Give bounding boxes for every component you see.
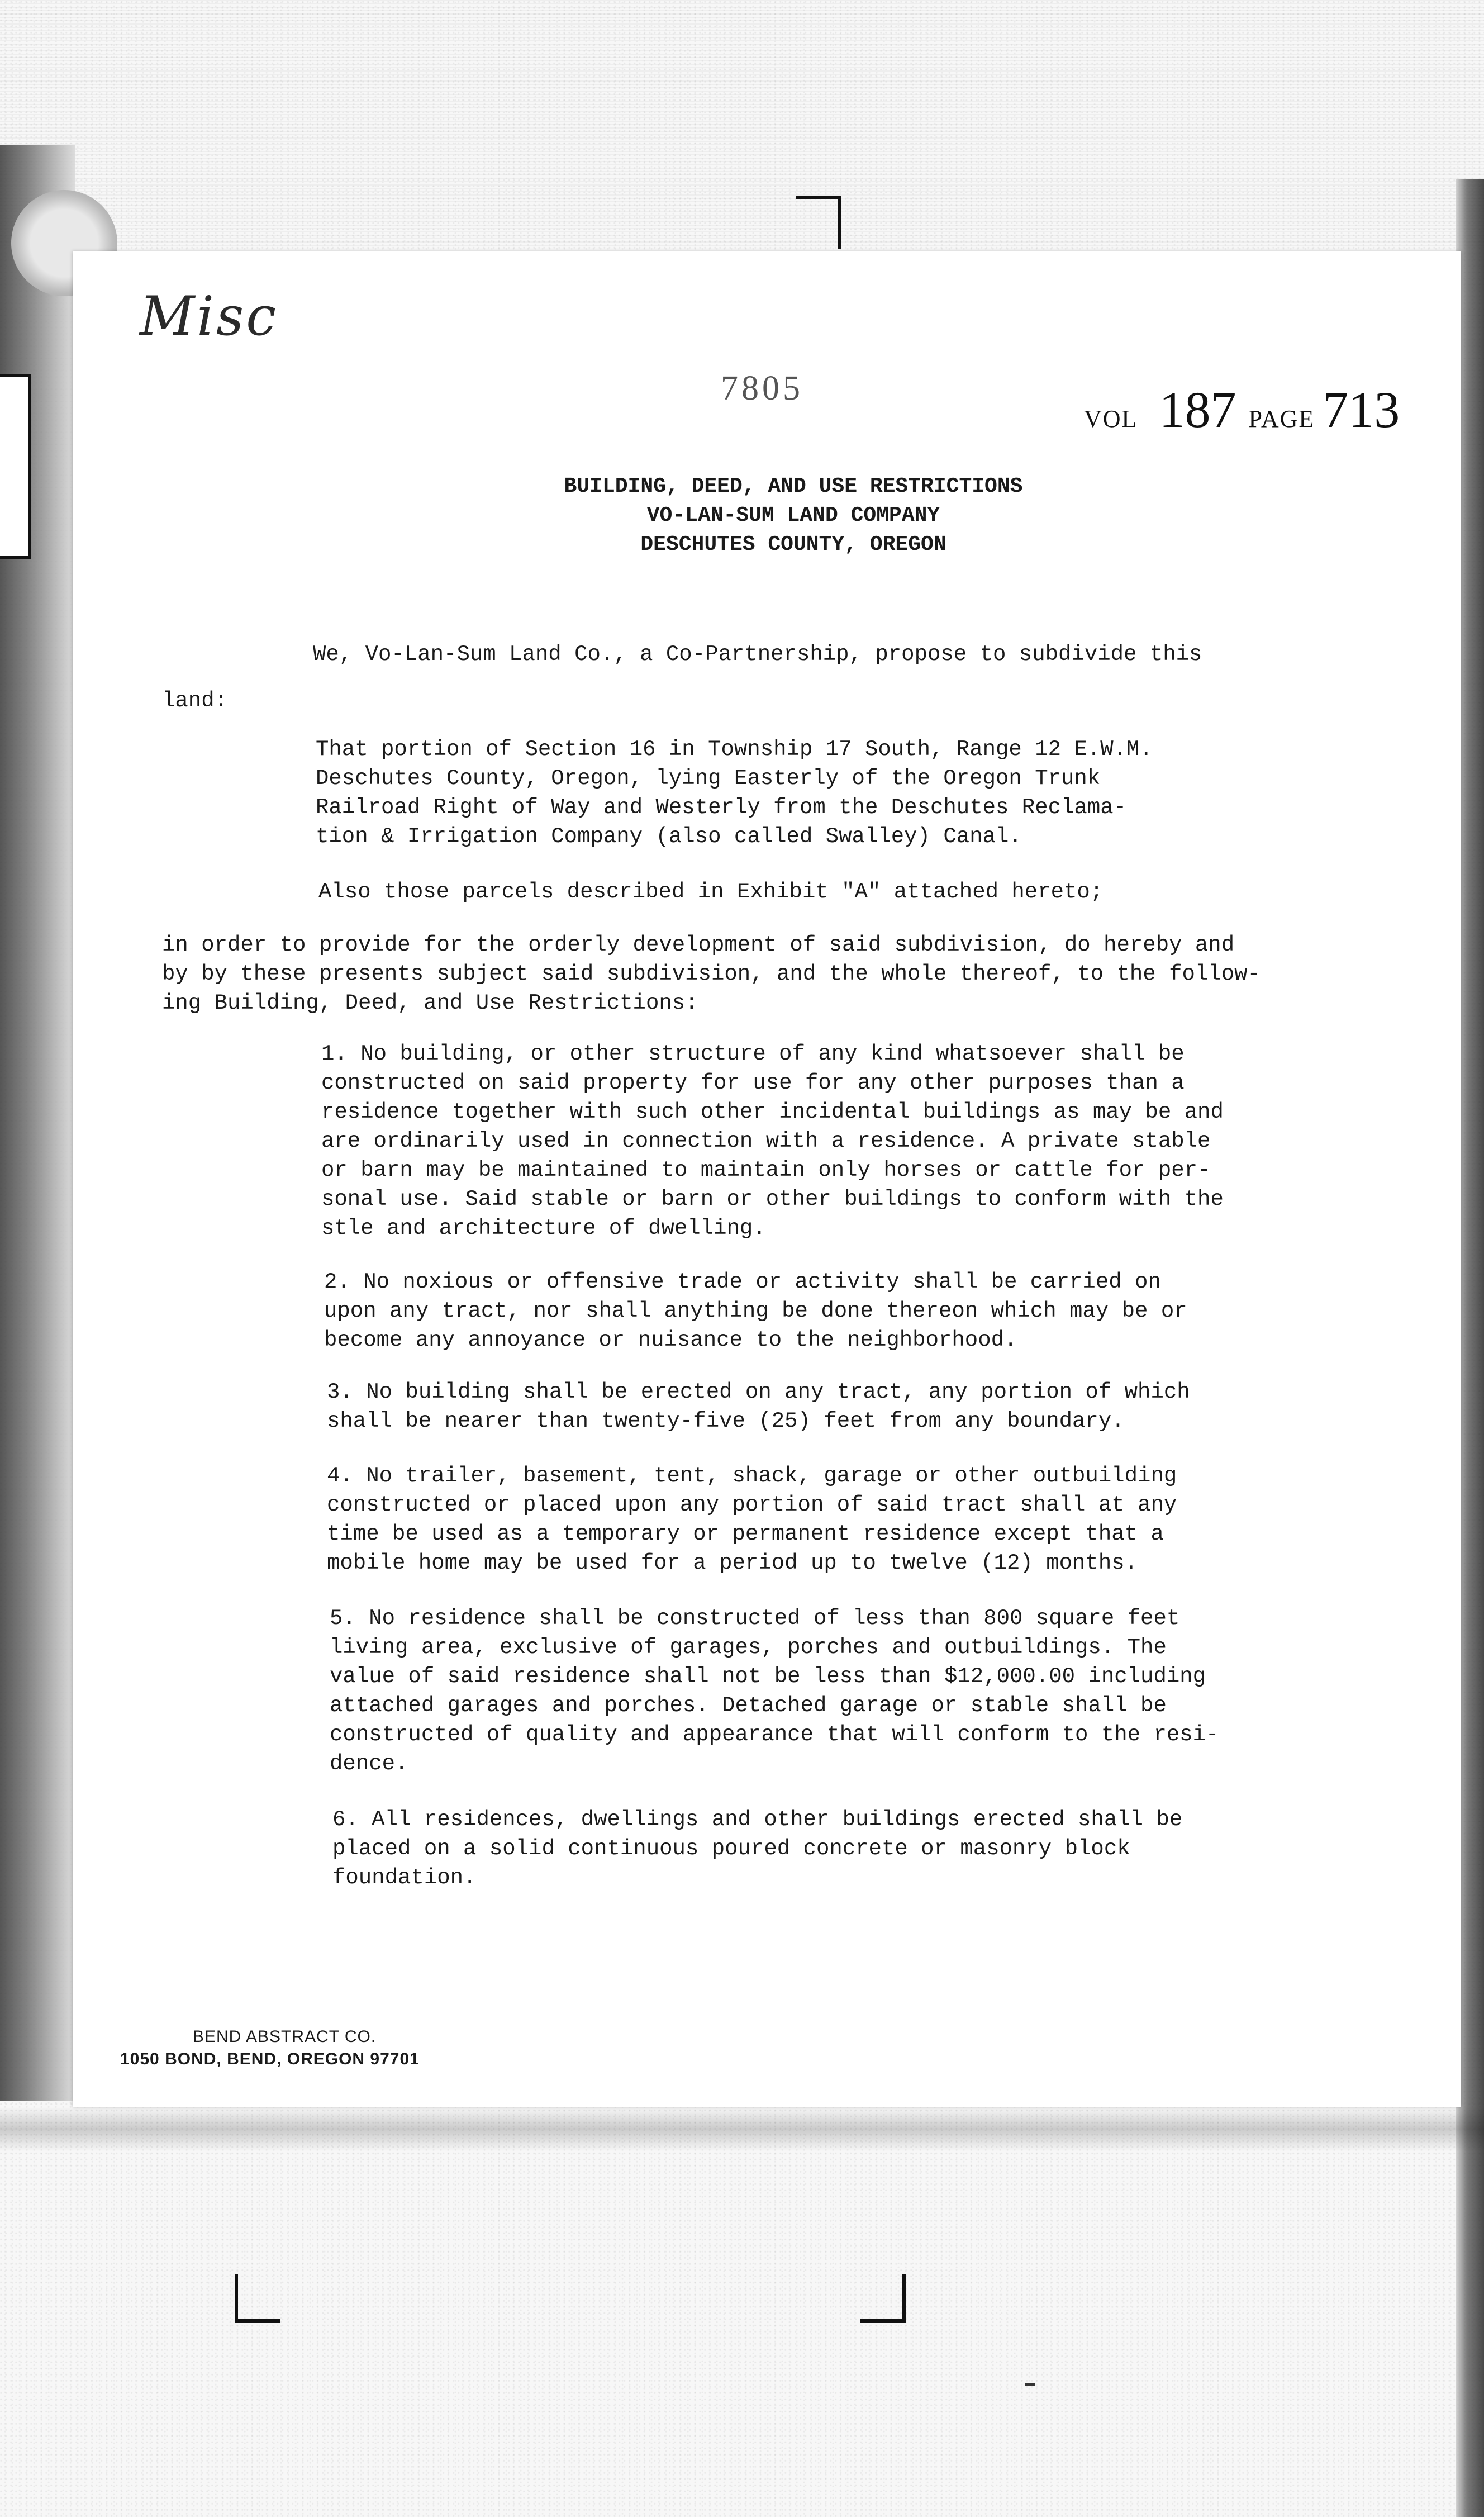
text-line: in order to provide for the orderly development of said subdivision, do hereby and: [162, 933, 1235, 957]
text-line: become any annoyance or nuisance to the neighborhood.: [324, 1328, 1017, 1352]
text-line: placed on a solid continuous poured concrete or masonry block: [332, 1836, 1130, 1861]
text-line: by by these presents subject said subdivision, and the whole thereof, to the follow-: [162, 962, 1261, 986]
restriction-1: [321, 1039, 1224, 1243]
text-line: 5. No residence shall be constructed of less than 800 square feet: [330, 1606, 1180, 1631]
title-line: BUILDING, DEED, AND USE RESTRICTIONS: [564, 474, 1023, 498]
exhibit-reference: Also those parcels described in Exhibit "A" attached hereto;: [318, 880, 1104, 904]
text-line: constructed of quality and appearance that will conform to the resi-: [330, 1722, 1219, 1747]
restriction-4: [327, 1461, 1177, 1578]
text-line: upon any tract, nor shall anything be done thereon which may be or: [324, 1299, 1187, 1323]
restriction-3: [327, 1378, 1190, 1436]
text-line: stle and architecture of dwelling.: [321, 1216, 766, 1241]
vol-number: 187: [1159, 381, 1236, 438]
page-tab: [0, 374, 31, 559]
intro-line: land:: [162, 688, 228, 713]
text-line: shall be nearer than twenty-five (25) feet from any boundary.: [327, 1409, 1125, 1433]
stamp-company-name: BEND ABSTRACT CO.: [193, 2027, 377, 2046]
text-line: 3. No building shall be erected on any tract, any portion of which: [327, 1380, 1190, 1404]
crop-mark-bottom-right: [860, 2274, 906, 2323]
crop-mark-bottom-left: [235, 2274, 280, 2323]
stamp-address: [120, 2048, 420, 2070]
text-line: 2. No noxious or offensive trade or activity shall be carried on: [324, 1270, 1161, 1294]
text-line: That portion of Section 16 in Township 17 South, Range 12 E.W.M.: [316, 737, 1153, 762]
vol-label: VOL: [1084, 405, 1138, 433]
text-line: tion & Irrigation Company (also called Swalley) Canal.: [316, 824, 1022, 849]
text-line: value of said residence shall not be less than $12,000.00 including: [330, 1664, 1206, 1689]
text-line: constructed on said property for use for any other purposes than a: [321, 1071, 1185, 1095]
restriction-6: [332, 1805, 1182, 1892]
text-line: are ordinarily used in connection with a residence. A private stable: [321, 1129, 1211, 1153]
text-line: attached garages and porches. Detached garage or stable shall be: [330, 1693, 1167, 1718]
intro-line: We, Vo-Lan-Sum Land Co., a Co-Partnership, propose to subdivide this: [313, 642, 1202, 667]
scan-noise-bottom: [0, 2107, 1484, 2152]
scan-noise-top: [0, 0, 1484, 246]
page-number: 713: [1323, 381, 1400, 438]
text-line: or barn may be maintained to maintain only horses or cattle for per-: [321, 1158, 1211, 1182]
restriction-5: [330, 1604, 1219, 1778]
stamp-address-text: 1050 BOND, BEND, OREGON 97701: [120, 2050, 420, 2068]
abstract-company-stamp: [120, 2026, 420, 2070]
purpose-paragraph: [162, 930, 1261, 1018]
text-line: 1. No building, or other structure of any kind whatsoever shall be: [321, 1042, 1185, 1066]
restriction-2: [324, 1267, 1187, 1355]
text-line: Railroad Right of Way and Westerly from the Deschutes Reclama-: [316, 795, 1127, 820]
scan-speck: [1025, 2383, 1035, 2386]
text-line: foundation.: [332, 1865, 477, 1890]
text-line: time be used as a temporary or permanent residence except that a: [327, 1522, 1164, 1546]
text-line: residence together with such other incidental buildings as may be and: [321, 1100, 1224, 1124]
recording-reference: [1084, 380, 1400, 439]
crop-mark-top: [796, 196, 841, 249]
text-line: 4. No trailer, basement, tent, shack, garage or other outbuilding: [327, 1464, 1177, 1488]
text-line: 6. All residences, dwellings and other buildings erected shall be: [332, 1807, 1183, 1832]
handwritten-note: Misc: [140, 285, 279, 348]
text-line: dence.: [330, 1751, 408, 1776]
text-line: mobile home may be used for a period up to twelve (12) months.: [327, 1551, 1138, 1575]
text-line: sonal use. Said stable or barn or other buildings to conform with the: [321, 1187, 1224, 1212]
text-line: living area, exclusive of garages, porches and outbuildings. The: [330, 1635, 1167, 1660]
title-line: DESCHUTES COUNTY, OREGON: [640, 533, 946, 557]
document-number: 7805: [721, 369, 803, 407]
legal-description: [316, 735, 1153, 851]
text-line: ing Building, Deed, and Use Restrictions:: [162, 991, 698, 1015]
document-title: [346, 472, 1240, 559]
page-label: PAGE: [1248, 405, 1315, 433]
text-line: Deschutes County, Oregon, lying Easterly of the Oregon Trunk: [316, 766, 1101, 791]
title-line: VO-LAN-SUM LAND COMPANY: [646, 504, 940, 528]
text-line: constructed or placed upon any portion of said tract shall at any: [327, 1493, 1177, 1517]
